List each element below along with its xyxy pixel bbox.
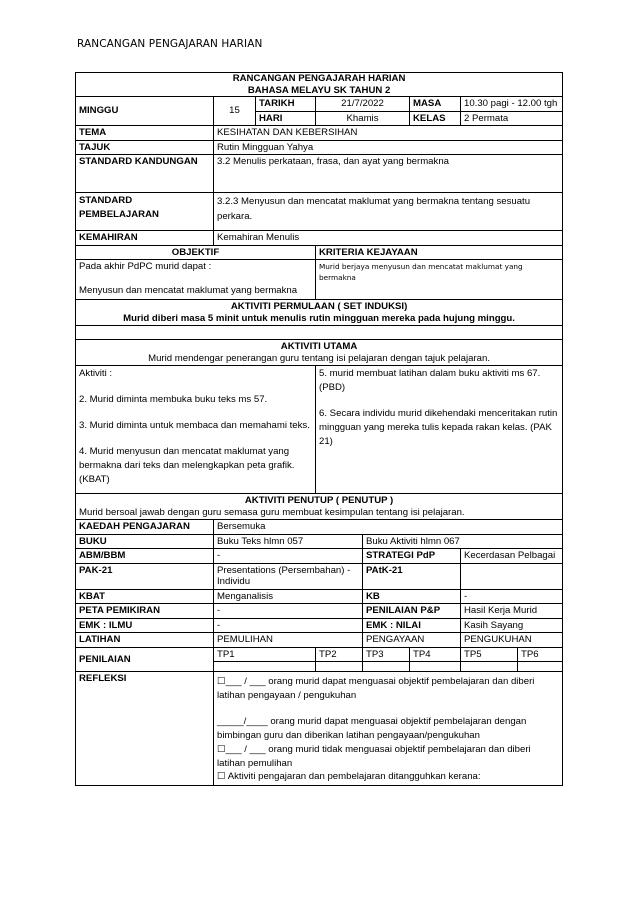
utama-title: AKTIVITI UTAMA bbox=[280, 341, 358, 352]
title-row bbox=[76, 73, 563, 97]
strategi-value: Kecerdasan Pelbagai bbox=[461, 549, 563, 564]
tarikh-row bbox=[76, 97, 563, 112]
standard-kandungan-value: 3.2 Menulis perkataan, frasa, dan ayat yang bermakna bbox=[214, 155, 563, 193]
refleksi-line3: ☐___ / ___ orang murid tidak menguasai objektif pembelajaran dan diberi latihan pemulihan bbox=[217, 743, 531, 769]
kbat-value: Menganalisis bbox=[214, 589, 363, 604]
lesson-plan-table bbox=[75, 72, 563, 786]
refleksi-label: REFLEKSI bbox=[76, 672, 214, 786]
emk-ilmu-label: EMK : ILMU bbox=[76, 618, 214, 633]
kbat-row bbox=[76, 589, 563, 604]
standard-kandungan-row bbox=[76, 155, 563, 193]
emk-row bbox=[76, 618, 563, 633]
buku-row bbox=[76, 534, 563, 549]
hari-value: Khamis bbox=[316, 111, 410, 126]
penilaian-label: PENILAIAN bbox=[76, 647, 214, 672]
hari-label: HARI bbox=[256, 111, 316, 126]
kriteria-label: KRITERIA KEJAYAAN bbox=[316, 245, 563, 260]
latihan-row bbox=[76, 633, 563, 648]
activity-item-6: 6. Secara individu murid dikehendaki menceritakan rutin mingguan yang mereka tulis kepada rakan kelas. (PAK 21) bbox=[319, 407, 558, 447]
pak21-label: PAK-21 bbox=[76, 563, 214, 589]
kemahiran-row bbox=[76, 231, 563, 246]
tp5-label: TP5 bbox=[461, 647, 518, 662]
objektif-line2: Menyusun dan mencatat maklumat yang bermakna bbox=[79, 284, 298, 296]
activity-item-5: 5. murid membuat latihan dalam buku aktiviti ms 67.(PBD) bbox=[319, 368, 541, 393]
plan-title: RANCANGAN PENGAJARAH HARIAN bbox=[232, 73, 406, 84]
tp5-box[interactable] bbox=[461, 662, 518, 672]
buku-aktiviti: Buku Aktiviti hlmn 067 bbox=[363, 534, 563, 549]
tp2-box[interactable] bbox=[316, 662, 363, 672]
tema-label: TEMA bbox=[76, 126, 214, 141]
kaedah-label: KAEDAH PENGAJARAN bbox=[76, 520, 214, 535]
objektif-line1: Pada akhir PdPC murid dapat : bbox=[79, 261, 212, 272]
minggu-label: MINGGU bbox=[76, 97, 214, 126]
pengukuhan-label: PENGUKUHAN bbox=[461, 633, 563, 648]
plan-subtitle: BAHASA MELAYU SK TAHUN 2 bbox=[247, 84, 391, 96]
tema-value: KESIHATAN DAN KEBERSIHAN bbox=[214, 126, 563, 141]
emk-nilai-value: Kasih Sayang bbox=[461, 618, 563, 633]
kaedah-row bbox=[76, 520, 563, 535]
penutup-text: Murid bersoal jawab dengan guru semasa guru membuat kesimpulan tentang isi pelajaran. bbox=[79, 506, 465, 518]
pengayaan-label: PENGAYAAN bbox=[363, 633, 461, 648]
peta-value: - bbox=[214, 604, 363, 619]
objektif-row bbox=[76, 260, 563, 300]
masa-value: 10.30 pagi - 12.00 tgh bbox=[461, 97, 563, 112]
activity-item-2: 2. Murid diminta membuka buku teks ms 57. bbox=[79, 393, 268, 405]
peta-row bbox=[76, 604, 563, 619]
activity-item-4: 4. Murid menyusun dan mencatat maklumat yang bermakna dari teks dan melengkapkan peta grafik. (KBAT) bbox=[79, 445, 295, 485]
standard-kandungan-label: STANDARD KANDUNGAN bbox=[76, 155, 214, 193]
buku-teks: Buku Teks hlmn 057 bbox=[214, 534, 363, 549]
tema-row bbox=[76, 126, 563, 141]
pak21-value: Presentations (Persembahan) - Individu bbox=[214, 563, 363, 589]
tp3-box[interactable] bbox=[363, 662, 410, 672]
tp3-label: TP3 bbox=[363, 647, 410, 662]
abm-value: - bbox=[214, 549, 363, 564]
tajuk-row bbox=[76, 140, 563, 155]
penutup-title: AKTIVITI PENUTUP ( PENUTUP ) bbox=[244, 495, 394, 506]
tp1-label: TP1 bbox=[214, 647, 316, 662]
utama-activities-row bbox=[76, 366, 563, 494]
kelas-value: 2 Permata bbox=[461, 111, 563, 126]
permulaan-row bbox=[76, 300, 563, 326]
standard-pembelajaran-value: 3.2.3 Menyusun dan mencatat maklumat yang bermakna tentang sesuatu perkara. bbox=[214, 193, 563, 231]
tarikh-value: 21/7/2022 bbox=[316, 97, 410, 112]
patk21-label: PAtK-21 bbox=[363, 563, 461, 589]
strategi-label: STRATEGI PdP bbox=[363, 549, 461, 564]
activity-item-3: 3. Murid diminta untuk membaca dan memahami teks. bbox=[79, 419, 310, 431]
tajuk-label: TAJUK bbox=[76, 140, 214, 155]
page-header: RANCANGAN PENGAJARAN HARIAN bbox=[77, 38, 263, 50]
pemulihan-label: PEMULIHAN bbox=[214, 633, 363, 648]
abm-row bbox=[76, 549, 563, 564]
kriteria-text: Murid berjaya menyusun dan mencatat maklumat yang bermakna bbox=[316, 260, 563, 300]
standard-pembelajaran-label: STANDARD PEMBELAJARAN bbox=[76, 193, 214, 231]
peta-label: PETA PEMIKIRAN bbox=[76, 604, 214, 619]
kaedah-value: Bersemuka bbox=[214, 520, 563, 535]
kemahiran-label: KEMAHIRAN bbox=[76, 231, 214, 246]
kelas-label: KELAS bbox=[410, 111, 461, 126]
refleksi-line1: ☐___ / ___ orang murid dapat menguasai objektif pembelajaran dan diberi latihan pengayaan / pengukuhan bbox=[217, 676, 535, 701]
standard-pembelajaran-row bbox=[76, 193, 563, 231]
objektif-header-row bbox=[76, 245, 563, 260]
aktiviti-label: Aktiviti : bbox=[79, 368, 113, 379]
refleksi-line4: ☐ Aktiviti pengajaran dan pembelajaran ditangguhkan kerana: bbox=[217, 771, 481, 783]
emk-nilai-label: EMK : NILAI bbox=[363, 618, 461, 633]
emk-ilmu-value: - bbox=[214, 618, 363, 633]
refleksi-line2: _____/____ orang murid dapat menguasai objektif pembelajaran dengan bimbingan guru dan diberikan latihan pengayaan/pengukuhan bbox=[217, 715, 527, 741]
utama-header-row bbox=[76, 340, 563, 366]
tp6-label: TP6 bbox=[518, 647, 563, 662]
utama-intro: Murid mendengar penerangan guru tentang isi pelajaran dengan tajuk pelajaran. bbox=[148, 352, 490, 364]
masa-label: MASA bbox=[410, 97, 461, 112]
patk21-value bbox=[461, 563, 563, 589]
minggu-value: 15 bbox=[214, 97, 256, 126]
pak21-row bbox=[76, 563, 563, 589]
buku-label: BUKU bbox=[76, 534, 214, 549]
kbat-label: KBAT bbox=[76, 589, 214, 604]
permulaan-title: AKTIVITI PERMULAAN ( SET INDUKSI) bbox=[230, 301, 408, 312]
latihan-label: LATIHAN bbox=[76, 633, 214, 648]
permulaan-text: Murid diberi masa 5 minit untuk menulis rutin mingguan mereka pada hujung minggu. bbox=[123, 312, 515, 324]
refleksi-row bbox=[76, 672, 563, 786]
tp6-box[interactable] bbox=[518, 662, 563, 672]
tarikh-label: TARIKH bbox=[256, 97, 316, 112]
tp1-box[interactable] bbox=[214, 662, 316, 672]
objektif-label: OBJEKTIF bbox=[76, 245, 316, 260]
abm-label: ABM/BBM bbox=[76, 549, 214, 564]
penilaian-pp-label: PENILAIAN P&P bbox=[363, 604, 461, 619]
penilaian-row-1 bbox=[76, 647, 563, 662]
spacer-row bbox=[76, 326, 563, 340]
tp4-box[interactable] bbox=[410, 662, 461, 672]
penilaian-pp-value: Hasil Kerja Murid bbox=[461, 604, 563, 619]
tajuk-value: Rutin Mingguan Yahya bbox=[214, 140, 563, 155]
tp2-label: TP2 bbox=[316, 647, 363, 662]
kb-label: KB bbox=[363, 589, 461, 604]
penutup-row bbox=[76, 494, 563, 520]
kemahiran-value: Kemahiran Menulis bbox=[214, 231, 563, 246]
tp4-label: TP4 bbox=[410, 647, 461, 662]
kb-value: - bbox=[461, 589, 563, 604]
